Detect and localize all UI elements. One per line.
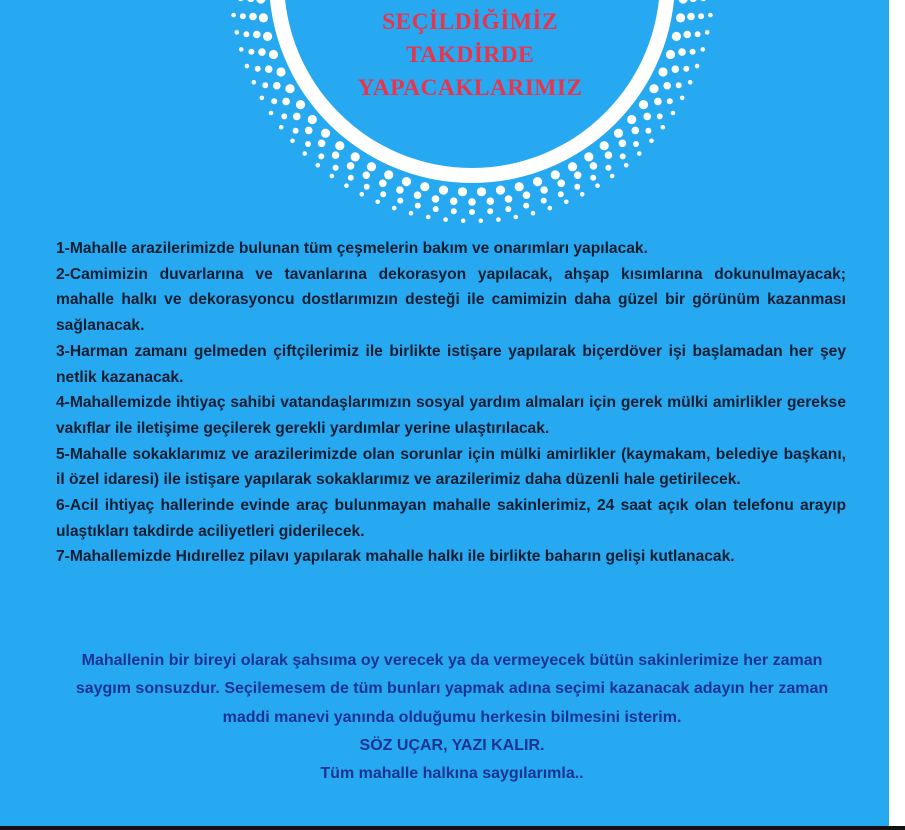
decor-dot [505, 195, 513, 203]
decor-dot [590, 175, 596, 181]
decor-dot [392, 206, 397, 211]
decor-dot [249, 13, 257, 21]
decor-dot [364, 184, 370, 190]
decor-dot [700, 0, 706, 1]
heading-line-2: TAKDİRDE [405, 42, 535, 68]
decor-dot [557, 180, 565, 188]
decor-dot [247, 0, 255, 2]
decor-dot [505, 206, 511, 212]
decor-dot [316, 163, 321, 168]
decor-dot [643, 113, 651, 121]
closing-message [60, 647, 844, 788]
decor-dot [318, 140, 326, 148]
decor-dot [679, 0, 688, 4]
decor-dot [657, 113, 663, 119]
decor-dot [515, 182, 524, 191]
decor-dot [420, 182, 429, 191]
promise-item: 5-Mahalle sokaklarımız ve arazilerimizde olan sorunlar için mülki amirlikler (kaymakam, belediye başkanı, il özel idaresi) ile istişare yapılarak sokaklarımız ve arazilerimiz daha düzenli hale getirilecek. [56, 445, 846, 489]
closing-regards: Tüm mahalle halkına saygılarımla.. [320, 765, 584, 783]
decor-dot [568, 162, 577, 171]
decor-dot [689, 0, 697, 2]
decor-dot [451, 208, 457, 214]
decor-dot [637, 151, 642, 156]
decor-dot [231, 13, 236, 18]
decor-dot [330, 174, 335, 179]
decor-dot [380, 191, 386, 197]
decor-dot [683, 66, 689, 72]
decor-dot [262, 82, 268, 88]
decor-dot [690, 49, 696, 55]
decor-dot [558, 191, 564, 197]
promise-list [56, 236, 846, 570]
decor-dot [614, 129, 623, 138]
closing-motto: SÖZ UÇAR, YAZI KALIR. [359, 736, 545, 754]
decor-dot [590, 162, 598, 170]
decor-dot [367, 162, 376, 171]
decor-dot [351, 152, 360, 161]
decor-dot [305, 127, 313, 135]
decor-dot [632, 127, 640, 135]
decor-dot [688, 80, 693, 85]
decor-dot [396, 186, 404, 194]
decor-dot [645, 128, 651, 134]
decor-dot [235, 30, 240, 35]
decor-dot [243, 31, 249, 37]
promise-item: 3-Harman zamanı gelmeden çiftçilerimiz ile birlikte istişare yapılarak biçerdöver işi başlamadan her şey netlik kazanacak. [56, 342, 846, 386]
promise-item: 1-Mahalle arazilerimizde bulunan tüm çeşmelerin bakım ve onarımları yapılacak. [56, 240, 648, 257]
decor-dot [551, 170, 560, 179]
decor-dot [379, 180, 387, 188]
decor-dot [627, 115, 636, 124]
decor-dot [695, 64, 700, 69]
decor-dot [610, 174, 615, 179]
decor-dot [595, 183, 600, 188]
decor-dot [363, 171, 371, 179]
decor-dot [258, 48, 266, 56]
decor-dot [321, 129, 330, 138]
decor-dot [672, 65, 680, 73]
decor-dot [580, 192, 585, 197]
decor-dot [496, 186, 505, 195]
decor-dot [252, 80, 257, 85]
decor-dot [402, 177, 411, 186]
decor-dot [676, 82, 682, 88]
decor-dot [531, 211, 536, 216]
decor-dot [450, 197, 458, 205]
decor-dot [260, 96, 265, 101]
decor-dot [245, 64, 250, 69]
decor-dot [672, 32, 681, 41]
decor-dot [293, 113, 301, 121]
decor-dot [678, 48, 686, 56]
decor-dot [698, 13, 704, 19]
decor-dot [293, 128, 299, 134]
decor-dot [360, 192, 365, 197]
heading-line-1: SEÇİLDİĞİMİZ [382, 9, 558, 35]
decor-dot [414, 191, 422, 199]
decor-dot [540, 186, 548, 194]
decor-dot [318, 153, 324, 159]
decor-dot [477, 187, 486, 196]
decor-dot [487, 197, 495, 205]
decor-dot [279, 125, 284, 130]
decor-dot [574, 184, 580, 190]
decor-dot [695, 31, 701, 37]
decor-dot [600, 141, 609, 150]
closing-statement: Mahallenin bir bireyi olarak şahsıma oy verecek ya da vermeyecek bütün sakinlerimize her zaman saygım sonsuzdur. Seçilemesem de tüm bunları yapmak adına seçimi kazanacak adayın her zaman maddi manevi yanında olduğumu herkesin bilmesini isterim. [75, 652, 829, 726]
decor-dot [238, 0, 244, 1]
campaign-heading [270, 6, 670, 105]
decor-dot [548, 206, 553, 211]
decor-dot [708, 13, 713, 18]
decor-dot [680, 96, 685, 101]
decor-dot [415, 203, 421, 209]
decor-dot [564, 200, 569, 205]
promise-item: 4-Mahallemizde ihtiyaç sahibi vatandaşlarımızın sosyal yardım almaları için gerek mülki amirlikler gerekse vakıflar ile iletişime geçilerek gerekli yardımlar yerine ulaştırılacak. [56, 394, 846, 437]
decor-dot [281, 113, 287, 119]
decor-dot [409, 211, 414, 216]
decor-dot [624, 163, 629, 168]
decor-dot [344, 183, 349, 188]
decor-dot [533, 177, 542, 186]
decor-dot [439, 186, 448, 195]
heading-line-3: YAPACAKLARIMIZ [357, 75, 583, 101]
decor-dot [619, 140, 627, 148]
decor-dot [443, 217, 448, 222]
decor-dot [479, 219, 484, 224]
decor-dot [683, 31, 691, 39]
decor-dot [705, 30, 710, 35]
decor-dot [259, 13, 268, 22]
decor-dot [605, 165, 611, 171]
decor-dot [255, 66, 261, 72]
decor-dot [397, 198, 403, 204]
decor-dot [461, 219, 466, 224]
decor-dot [333, 165, 339, 171]
decor-dot [240, 13, 246, 19]
decor-dot [523, 203, 529, 209]
decor-dot [302, 151, 307, 156]
decor-dot [256, 0, 265, 4]
decor-dot [305, 141, 311, 147]
decor-dot [676, 13, 685, 22]
decor-dot [574, 171, 582, 179]
decor-dot [239, 47, 244, 52]
decor-dot [248, 49, 254, 55]
decor-dot [620, 153, 626, 159]
promise-item: 2-Camimizin duvarlarına ve tavanlarına dekorasyon yapılacak, ahşap kısımlarına dokunulmayacak; mahalle halkı ve dekorasyoncu dostlarımızın desteği ile camimizin daha güzel bir görünüm kazanması sağlanacak. [56, 265, 846, 335]
bottom-edge-line [0, 826, 905, 830]
decor-dot [523, 191, 531, 199]
decor-dot [649, 139, 654, 144]
decor-dot [332, 151, 340, 159]
decor-dot [584, 152, 593, 161]
decor-dot [633, 141, 639, 147]
promise-item: 6-Acil ihtiyaç hallerinde evinde araç bulunmayan mahalle sakinlerimiz, 24 saat açık olan telefonu arayıp ulaştıkları takdirde aciliyetleri giderilecek. [56, 497, 846, 540]
decor-dot [384, 170, 393, 179]
decor-dot [514, 215, 519, 220]
decor-dot [496, 217, 501, 222]
decor-dot [541, 198, 547, 204]
decor-dot [661, 125, 666, 130]
decor-dot [308, 115, 317, 124]
decor-dot [290, 139, 295, 144]
decor-dot [671, 111, 676, 116]
decor-dot [375, 200, 380, 205]
decor-dot [458, 187, 467, 196]
decor-dot [269, 111, 274, 116]
right-margin-strip [889, 0, 905, 826]
decor-dot [487, 208, 493, 214]
decor-dot [469, 209, 475, 215]
decor-dot [701, 47, 706, 52]
decor-dot [348, 175, 354, 181]
decor-dot [347, 162, 355, 170]
decor-dot [433, 206, 439, 212]
promise-item: 7-Mahallemizde Hıdırellez pilavı yapılarak mahalle halkı ile birlikte baharın gelişi kutlanacak. [56, 548, 735, 566]
decor-dot [253, 31, 261, 39]
decor-dot [687, 13, 695, 21]
decor-dot [605, 151, 613, 159]
decor-dot [335, 141, 344, 150]
decor-dot [468, 198, 476, 206]
decor-dot [432, 195, 440, 203]
decor-dot [426, 215, 431, 220]
